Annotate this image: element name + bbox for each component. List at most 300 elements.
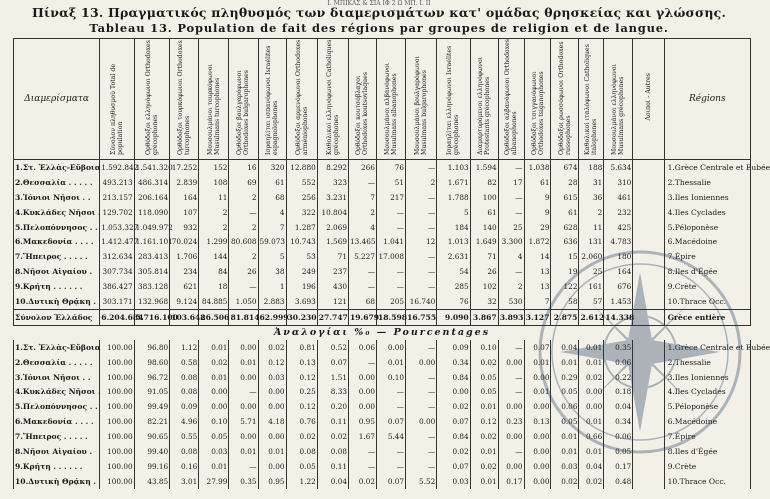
table-cell: 0.00 [229,370,258,385]
table-cell: 1.103 [437,160,470,175]
table-row [14,459,751,474]
table-cell: 53 [286,249,317,264]
table-cell: 0.07 [524,340,551,355]
table-cell: 180 [604,249,633,264]
table-cell: — [348,264,376,279]
table-cell: 1.569 [317,234,348,249]
table-row [14,175,751,190]
table-cell: 100.00 [100,370,134,385]
table-cell: 1.51 [317,370,348,385]
table-cell: 122 [551,279,579,294]
table-cell: 305.814 [134,264,170,279]
table-cell: 322 [286,205,317,220]
table-cell: 107 [170,205,199,220]
table-cell: 0.01 [579,414,604,429]
table-cell: 0.76 [286,414,317,429]
table-cell: 14 [524,249,551,264]
table-cell: 3.867 [470,309,498,325]
column-header-13 [470,39,498,160]
percentages-section-header [14,325,751,340]
table-cell: 2.631 [437,249,470,264]
table-cell: 54 [437,264,470,279]
table-cell: — [498,160,524,175]
table-cell: 0.02 [470,355,498,370]
table-cell: 0.01 [524,384,551,399]
table-cell: 100.00 [100,399,134,414]
table-cell: 10.804 [317,205,348,220]
column-header-label: Μουσουλμάνοι αλβανόφωνοι Musulmans albanophones [384,62,399,155]
table-cell: 307.734 [100,264,134,279]
table-cell: 552 [286,175,317,190]
column-header-15 [524,39,551,160]
table-cell: 196 [286,279,317,294]
table-row [14,370,751,385]
table-cell: 188 [579,160,604,175]
table-cell: 0.00 [524,474,551,489]
table-cell: 0.01 [376,355,405,370]
table-cell: 0.95 [348,414,376,429]
table-cell: 0.11 [317,414,348,429]
table-cell: — [498,370,524,385]
region-name: 2.Thessalie [664,175,750,190]
table-cell: 0.02 [199,355,229,370]
table-cell: 2.060 [579,249,604,264]
table-cell: 61 [258,175,286,190]
table-row [14,264,751,279]
table-cell: 0.02 [258,340,286,355]
region-name: 4.Iles Cyclades [664,205,750,220]
table-cell: 29 [524,220,551,235]
table-cell: 0.13 [286,355,317,370]
region-name: 2.Thessalie [664,355,750,370]
table-cell: 28 [551,175,579,190]
top-margin-text: Ι. ΜΠΙΚΑΣ & ΣΙΑ ΙΦ 2 Ω ΜΠ. Ι. ΙΙ [327,0,431,7]
table-cell: — [376,220,405,235]
table-cell: 461 [604,190,633,205]
table-cell: 2 [498,279,524,294]
column-header-label: Ορθόδοξοι αρμενόφωνοι Orthodoxes arméniophones [294,39,309,155]
table-cell: 237 [317,264,348,279]
table-cell: 425 [604,220,633,235]
column-header-label: Ορθόδοξοι αλβανόφωνοι Orthodoxes albanophones [504,39,519,155]
table-cell: 0.66 [579,429,604,444]
table-cell: 4 [498,249,524,264]
region-name: 7.Épire [664,249,750,264]
table-cell: 4 [348,220,376,235]
table-cell: 1.053.327 [100,220,134,235]
table-cell: 0.00 [498,429,524,444]
region-name: 8.Iles d'Égée [664,444,750,459]
table-cell: 312.634 [100,249,134,264]
table-cell: 7 [524,294,551,309]
table-cell: 0.25 [286,384,317,399]
table-cell: 43.85 [134,474,170,489]
table-cell: 9.124 [170,294,199,309]
table-cell: 7 [258,220,286,235]
table-cell: 0.02 [317,429,348,444]
region-name: 5.Péloponèse [664,220,750,235]
table-cell: 0.06 [604,429,633,444]
table-cell: — [376,384,405,399]
table-cell: 1.22 [286,474,317,489]
table-cell: 5 [258,249,286,264]
table-cell: 0.00 [376,340,405,355]
table-cell: 0.11 [317,459,348,474]
column-header-17 [579,39,604,160]
table-cell: 0.00 [579,399,604,414]
table-row [14,399,751,414]
table-cell: 5.71 [229,414,258,429]
table-cell: 0.00 [498,459,524,474]
table-cell: 17.008 [376,249,405,264]
table-cell: 100 [470,190,498,205]
table-cell: 0.07 [317,355,348,370]
table-body [14,160,770,489]
table-cell: 0.05 [199,429,229,444]
table-cell-blank [633,220,664,235]
table-row [14,249,751,264]
table-cell: 2 [229,190,258,205]
table-cell: 2.612 [579,309,604,325]
table-cell-blank [633,160,664,175]
table-cell: 30.230 [286,309,317,325]
table-cell: 0.08 [317,444,348,459]
header-row [14,39,751,160]
table-cell: 0.05 [551,384,579,399]
table-cell: 0.48 [604,474,633,489]
table-row [14,279,751,294]
table-cell: 17.252 [170,160,199,175]
table-cell: 68 [258,190,286,205]
table-cell: 2 [199,205,229,220]
district-name: 6.Μακεδονία . . . . [14,234,100,249]
table-cell: 1.038 [524,160,551,175]
table-row [14,309,751,325]
table-cell: 0.84 [437,429,470,444]
table-cell: 0.03 [437,474,470,489]
table-cell: 0.02 [579,474,604,489]
table-cell: — [498,444,524,459]
table-cell: 0.00 [229,399,258,414]
table-cell: 16.740 [406,294,437,309]
table-cell: 0.10 [376,370,405,385]
column-header-18 [604,39,633,160]
table-cell: 2.875 [551,309,579,325]
column-header-label: Καθολικοί ιταλόφωνοι Catholiques italophones [584,44,599,155]
table-cell: 486.314 [134,175,170,190]
table-cell: 232 [604,205,633,220]
table-cell: 13.465 [348,234,376,249]
table-cell: 530 [498,294,524,309]
table-cell: 1.050 [229,294,258,309]
table-cell: 323 [317,175,348,190]
table-row [14,384,751,399]
table-cell: 0.01 [199,459,229,474]
table-row [14,205,751,220]
column-header-label: Ορθόδοξοι τουρκόφωνοι Orthodoxes turcophones [177,40,192,155]
table-cell: 0.01 [551,444,579,459]
table-cell: 9.090 [437,309,470,325]
table-cell: 430 [317,279,348,294]
table-cell: 0.00 [406,414,437,429]
table-cell-blank [633,429,664,444]
column-header-10 [376,39,405,160]
table-cell: 0.03 [551,459,579,474]
table-cell: 266 [348,160,376,175]
table-cell: — [406,370,437,385]
column-header-11 [406,39,437,160]
table-cell: 3.127 [524,309,551,325]
table-cell: — [348,355,376,370]
table-cell: — [406,340,437,355]
table-cell: 0.00 [498,399,524,414]
table-cell: 152 [199,160,229,175]
table-cell: 31 [579,175,604,190]
section-label: Ἀναλογίαι %₀ — Pourcentages [273,327,491,339]
title-french: Tableau 13. Population de fait des régions par groupes de religion et de langue. [89,21,669,35]
table-cell: 118.090 [134,205,170,220]
region-name: 6.Macédoine [664,234,750,249]
region-name: Grèce entière [664,309,750,325]
table-cell: 0.20 [317,399,348,414]
column-header-label: Ορθόδοξοι βουλγαρόφωνοι Orthodoxes bulgarophones [236,70,251,155]
table-cell: 12.880 [286,160,317,175]
table-cell: 213.157 [100,190,134,205]
table-cell: 0.02 [579,370,604,385]
table-cell: 0.00 [579,384,604,399]
table-cell-blank [633,444,664,459]
table-cell: 6.204.684 [100,309,134,325]
table-cell: 102 [470,279,498,294]
table-cell-blank [633,370,664,385]
table-cell: — [498,205,524,220]
table-cell: — [406,190,437,205]
table-cell: 18 [199,279,229,294]
table-cell: 16.755 [406,309,437,325]
table-cell: 0.18 [604,384,633,399]
table-cell: 1.671 [437,175,470,190]
table-cell: 0.01 [551,355,579,370]
table-cell: 11 [199,190,229,205]
table-cell-blank [633,459,664,474]
region-name: 1.Grèce Centrale et Eubée [664,340,750,355]
table-cell: 131 [579,234,604,249]
table-cell: 0.05 [604,444,633,459]
region-name: 5.Péloponèse [664,399,750,414]
table-cell: 70.024 [170,234,199,249]
table-cell: 0.05 [470,384,498,399]
table-cell-blank [633,190,664,205]
title-greek: Πίναξ 13. Πραγματικός πληθυσμός των διαμερισμάτων κατ' ομάδας θρησκείας και γλώσσης. [31,5,727,20]
table-cell: 0.07 [376,474,405,489]
district-name: 4.Κυκλάδες Νῆσοι . [14,205,100,220]
table-cell: 9 [524,205,551,220]
table-cell: 0.01 [524,355,551,370]
table-cell: 16 [229,160,258,175]
table-cell: 1.594 [470,160,498,175]
column-header-label: Σύνολον πληθυσμού Total de population [109,64,124,155]
column-header-label: Διαμαρτυρόμενοι ελληνόφωνοι Protestants grécophones [477,56,492,155]
district-name: 8.Νῆσοι Αἰγαίου . [14,264,100,279]
table-cell-blank [633,249,664,264]
table-cell: 0.00 [258,459,286,474]
district-name: 2.Θεσσαλία . . . . . [14,175,100,190]
table-cell: 0.05 [551,414,579,429]
table-cell: 2 [229,249,258,264]
table-cell: 5.634 [604,160,633,175]
table-cell: 1.013 [437,234,470,249]
table-cell: 383.128 [134,279,170,294]
district-name: 4.Κυκλάδες Νῆσοι . [14,384,100,399]
table-cell: 628 [551,220,579,235]
table-cell: 132.968 [134,294,170,309]
table-cell: 0.01 [258,444,286,459]
table-cell: 68 [348,294,376,309]
column-header-label: Μουσουλμάνοι ελληνόφωνοι Musulmans grécophones [611,63,626,155]
table-cell-blank [633,264,664,279]
table-cell: 932 [170,220,199,235]
table-cell: 98.60 [134,355,170,370]
table-cell: — [376,459,405,474]
column-header-9 [348,39,376,160]
table-cell: 676 [604,279,633,294]
table-cell: 2.839 [170,175,199,190]
table-cell: 18.598 [376,309,405,325]
table-cell: 96.80 [134,340,170,355]
column-header-5 [229,39,258,160]
table-cell: 32 [470,294,498,309]
district-name: 9.Κρήτη . . . . . . [14,459,100,474]
table-cell: 8.33 [317,384,348,399]
table-cell: 0.00 [348,370,376,385]
table-cell: 9 [524,190,551,205]
district-name: 2.Θεσσαλία . . . . . [14,355,100,370]
region-name: 3.Iles Ioniennes [664,190,750,205]
table-cell: 62.999 [258,309,286,325]
region-name: 6.Macédoine [664,414,750,429]
table-cell: 25 [498,220,524,235]
table-cell: 1.299 [199,234,229,249]
table-cell: 206.164 [134,190,170,205]
district-name: 6.Μακεδονία . . . . [14,414,100,429]
table-cell: 3.893 [498,309,524,325]
table-cell: 12 [406,234,437,249]
table-cell: 5.44 [376,429,405,444]
column-header-4 [199,39,229,160]
table-cell: 0.08 [170,370,199,385]
table-cell-blank [633,205,664,220]
table-cell: 100.00 [100,340,134,355]
table-row [14,429,751,444]
table-cell: 0.17 [498,474,524,489]
table-cell-blank [633,175,664,190]
table-cell: 3.231 [317,190,348,205]
table-cell: 0.08 [286,444,317,459]
table-cell: 2.069 [317,220,348,235]
table-cell-blank [633,414,664,429]
table-cell: 249 [286,264,317,279]
table-cell-blank [633,355,664,370]
table-cell: 3.693 [286,294,317,309]
column-header-label: Λοιποί - Autres [644,73,652,121]
table-cell: 0.12 [286,399,317,414]
table-cell: 90.65 [134,429,170,444]
district-name: 9.Κρήτη . . . . . . [14,279,100,294]
table-cell: 161 [579,279,604,294]
table-cell: 4.783 [604,234,633,249]
table-cell: 0.06 [551,399,579,414]
table-cell: 0.04 [604,399,633,414]
table-cell: 0.00 [258,429,286,444]
district-name: 5.Πελοπόννησος . . [14,220,100,235]
table-cell: 13 [524,279,551,294]
table-cell: 27.99 [199,474,229,489]
table-cell: 2 [579,205,604,220]
district-column-header: Διαμερίσματα [14,39,100,160]
table-cell-blank [633,279,664,294]
district-name: 3.Ἰόνιοι Νῆσοι . . [14,370,100,385]
table-cell: 82.21 [134,414,170,429]
table-cell: 283.413 [134,249,170,264]
table-cell: 0.55 [170,429,199,444]
column-header-8 [317,39,348,160]
column-header-label: Ισραηλίται ισπανόφωνοι Israélites espagnolophones [265,45,280,155]
table-cell: 1.161.101 [134,234,170,249]
table-cell: 96.72 [134,370,170,385]
table-cell: 61 [524,175,551,190]
table-cell: 99.40 [134,444,170,459]
table-cell: 103.642 [170,309,199,325]
column-header-label: Καθολικοί ελληνόφωνοι Catholiques grécophones [325,39,340,155]
table-cell: 0.00 [437,384,470,399]
table-row [14,444,751,459]
table-cell: 0.22 [604,370,633,385]
table-cell: 144 [199,249,229,264]
table-cell: 0.03 [258,370,286,385]
table-cell: 36 [579,190,604,205]
table-cell: 1.541.320 [134,160,170,175]
table-cell: 15 [551,249,579,264]
table-cell: 0.04 [551,340,579,355]
table-cell: 57 [579,294,604,309]
table-cell: 0.12 [286,370,317,385]
table-cell: — [406,384,437,399]
table-cell: 140 [470,220,498,235]
table-cell: 100.00 [100,474,134,489]
table-cell: 0.08 [170,384,199,399]
district-name: 10.Δυτικὴ Θρᾴκη . [14,474,100,489]
table-cell: 0.95 [258,474,286,489]
table-cell: 615 [551,190,579,205]
table-cell: 0.02 [470,459,498,474]
region-name: 7.Épire [664,429,750,444]
table-cell: 1.12 [170,340,199,355]
table-cell: 11 [579,220,604,235]
table-cell: 0.00 [524,370,551,385]
table-cell: 81.814 [229,309,258,325]
table-cell: 26 [229,264,258,279]
region-name: 9.Crète [664,459,750,474]
column-header-label: Μουσουλμάνοι βουλγαρόφωνοι Musulmans bulgarophones [414,55,429,155]
table-cell: 0.01 [229,444,258,459]
column-header-2 [134,39,170,160]
table-row [14,414,751,429]
table-cell: 2 [199,220,229,235]
table-cell: 5.227 [348,249,376,264]
table-cell: 0.00 [348,384,376,399]
table-cell: 234 [170,264,199,279]
column-header-16 [551,39,579,160]
